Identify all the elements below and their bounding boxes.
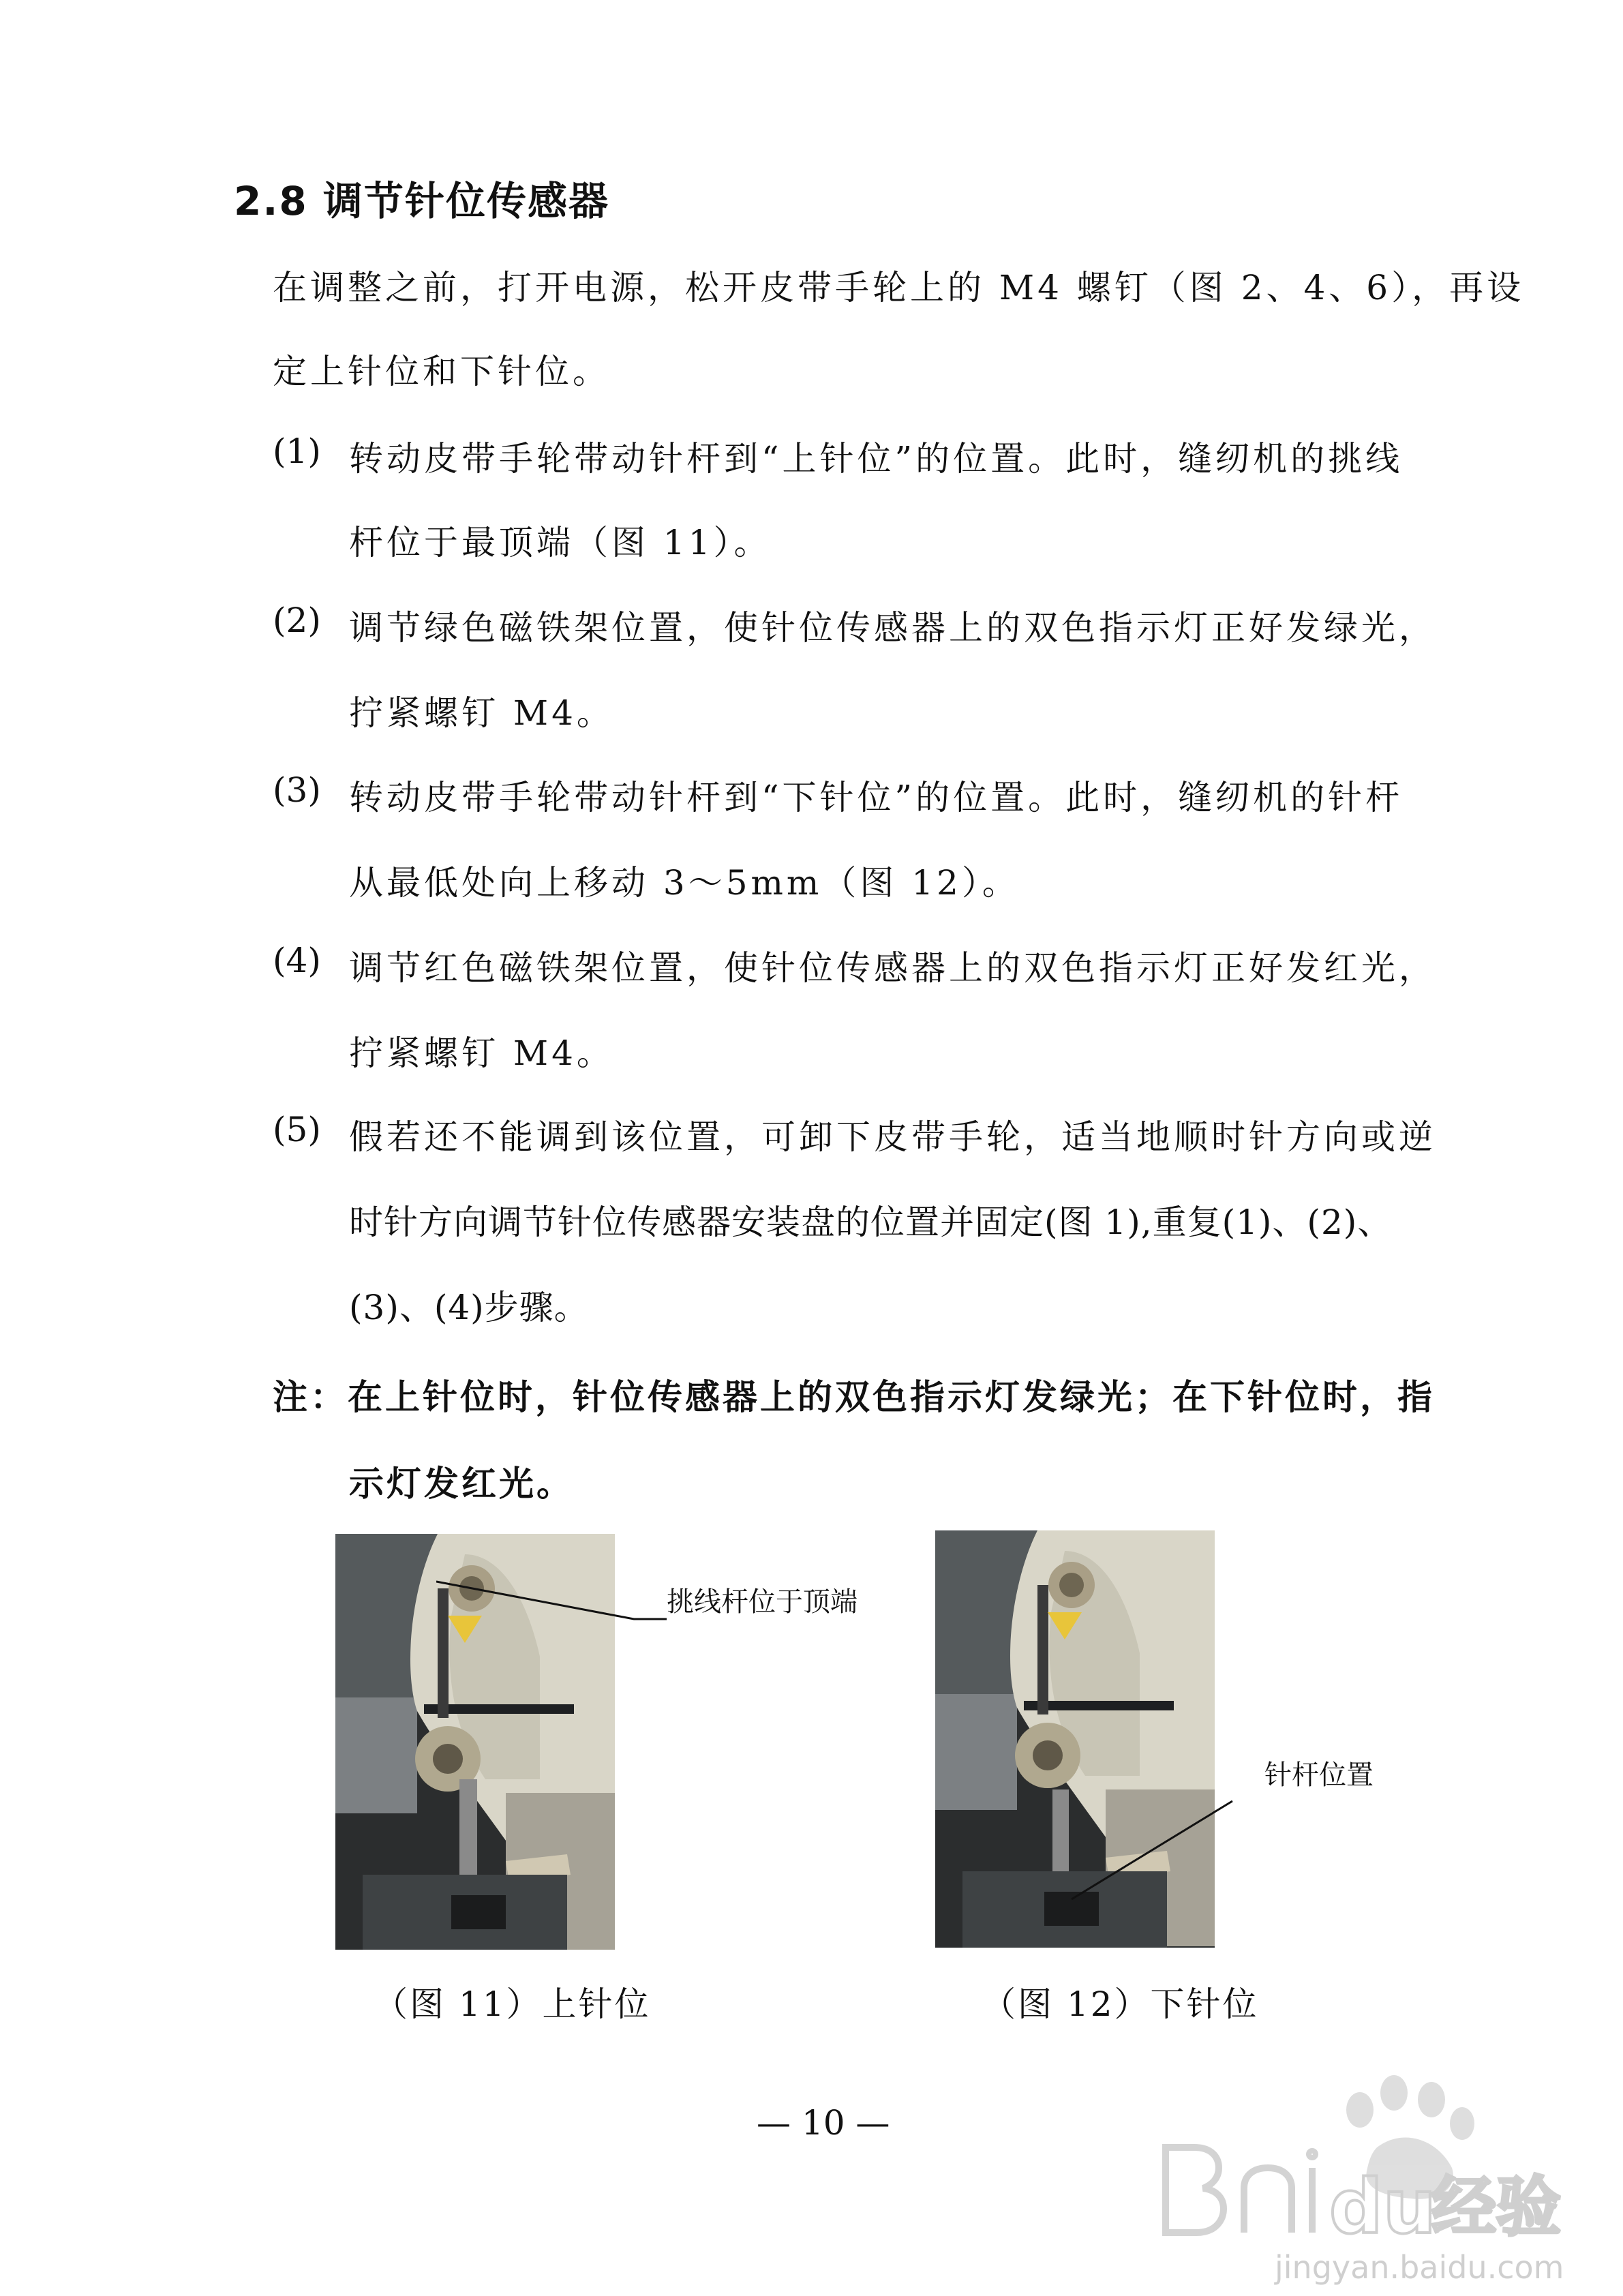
note-line-1: 注：在上针位时，针位传感器上的双色指示灯发绿光；在下针位时，指	[273, 1378, 1436, 1418]
step-line: 拧紧螺钉 M4。	[349, 1033, 614, 1073]
step-line: 从最低处向上移动 3～5mm（图 12）。	[349, 863, 1020, 903]
note-line-2: 示灯发红光。	[349, 1464, 575, 1505]
step-line: 转动皮带手轮带动针杆到“下针位”的位置。此时，缝纫机的针杆	[349, 778, 1404, 817]
intro-line-2: 定上针位和下针位。	[273, 352, 610, 391]
callout-label: 针杆位置	[1264, 1759, 1374, 1791]
step-number: (1)	[273, 432, 321, 471]
step-number: (4)	[273, 941, 321, 980]
baidu-jingyan-watermark	[1132, 2045, 1622, 2296]
section-heading: 2.8 调节针位传感器	[234, 178, 609, 224]
step-line: 假若还不能调到该位置，可卸下皮带手轮，适当地顺时针方向或逆	[349, 1117, 1436, 1157]
step-line: 杆位于最顶端（图 11）。	[349, 523, 772, 562]
page-number: — 10 —	[757, 2103, 890, 2143]
callout-leader-line	[436, 1554, 668, 1629]
svg-text:经验: 经验	[1431, 2170, 1562, 2245]
figure-caption: （图 12）下针位	[982, 1984, 1259, 2024]
step-number: (2)	[273, 601, 321, 640]
step-line: 调节绿色磁铁架位置，使针位传感器上的双色指示灯正好发绿光，	[349, 608, 1436, 648]
intro-line-1: 在调整之前，打开电源，松开皮带手轮上的 M4 螺钉（图 2、4、6），再设	[273, 268, 1525, 307]
figure-caption: （图 11）上针位	[374, 1984, 651, 2024]
svg-text:du: du	[1329, 2163, 1437, 2250]
step-line: 调节红色磁铁架位置，使针位传感器上的双色指示灯正好发红光，	[349, 948, 1436, 988]
step-line: (3)、(4)步骤。	[349, 1288, 589, 1327]
step-line: 拧紧螺钉 M4。	[349, 693, 614, 733]
step-line: 时针方向调节针位传感器安装盘的位置并固定(图 1),重复(1)、(2)、	[349, 1203, 1393, 1242]
callout-label: 挑线杆位于顶端	[667, 1586, 858, 1618]
step-line: 转动皮带手轮带动针杆到“上针位”的位置。此时，缝纫机的挑线	[349, 439, 1404, 479]
callout-leader-line	[1070, 1800, 1234, 1902]
step-number: (3)	[273, 770, 321, 810]
step-number: (5)	[273, 1110, 321, 1149]
watermark-url: jingyan.baidu.com	[1275, 2249, 1564, 2286]
